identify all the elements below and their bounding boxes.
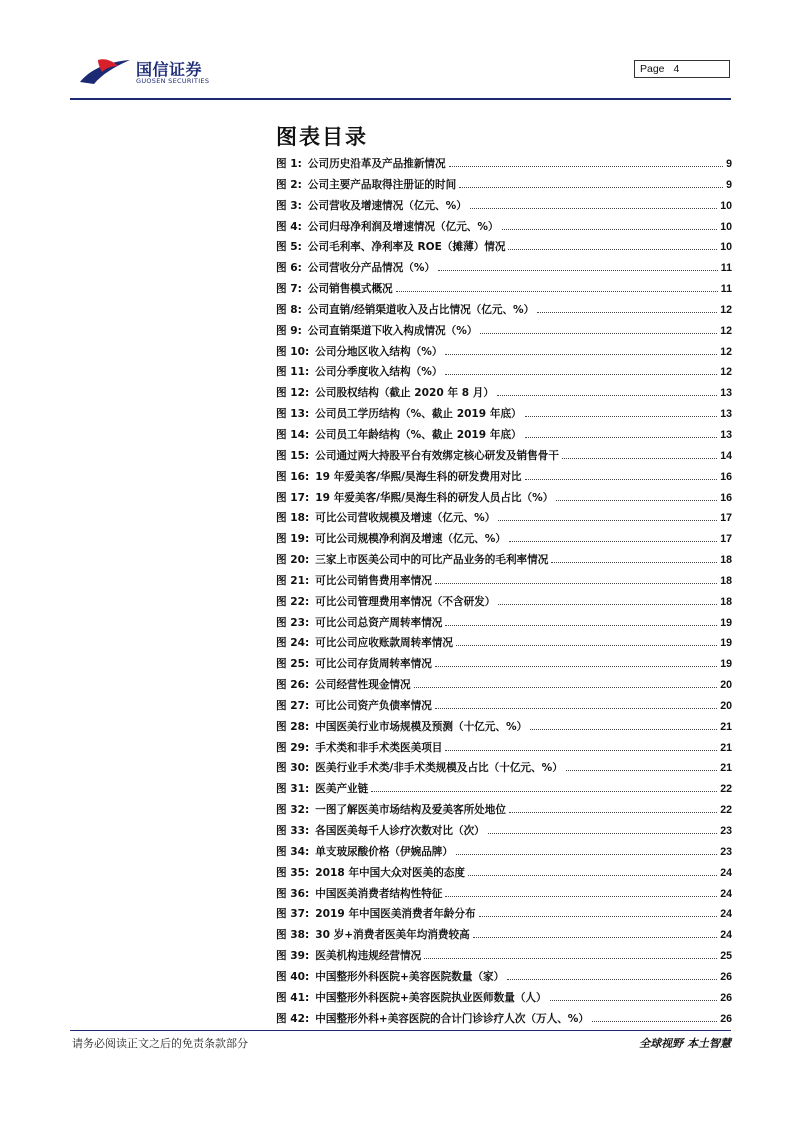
- toc-entry-title: 三家上市医美公司中的可比产品业务的毛利率情况: [315, 554, 549, 567]
- toc-entry-title: 可比公司管理费用率情况（不含研发）: [315, 595, 496, 608]
- toc-entry-page: 9: [726, 178, 732, 191]
- toc-entry-label: 图 4:: [276, 220, 302, 233]
- toc-entry-label: 图 20:: [276, 554, 310, 567]
- toc-entry-title: 公司分季度收入结构（%）: [315, 366, 443, 379]
- toc-entry-page: 11: [720, 283, 732, 296]
- page-number: 4: [673, 63, 680, 75]
- toc-entry-page: 26: [720, 1012, 732, 1025]
- toc-entry-title: 公司历史沿革及产品推新情况: [307, 158, 446, 170]
- toc-entry-title: 公司直销渠道下收入构成情况（%）: [307, 324, 478, 337]
- toc-entry-label: 图 34:: [276, 845, 310, 858]
- toc-entry-title: 可比公司存货周转率情况: [315, 658, 432, 671]
- toc-entry-title: 中国整形外科+美容医院的合计门诊诊疗人次（万人、%）: [315, 1012, 590, 1025]
- toc-entry[interactable]: [276, 219, 732, 240]
- toc-leader-dots: [530, 729, 717, 730]
- toc-heading: 图表目录: [276, 125, 368, 149]
- toc-leader-dots: [445, 896, 717, 897]
- toc-leader-dots: [424, 958, 717, 959]
- toc-entry[interactable]: [276, 886, 732, 907]
- toc-entry[interactable]: [276, 719, 732, 740]
- toc-entry[interactable]: [276, 906, 732, 927]
- toc-leader-dots: [468, 875, 717, 876]
- toc-entry[interactable]: [276, 865, 732, 886]
- toc-entry-page: 20: [720, 699, 732, 712]
- toc-leader-dots: [497, 395, 717, 396]
- toc-entry-label: 图 36:: [276, 887, 310, 900]
- toc-entry-title: 中国整形外科医院+美容医院执业医师数量（人）: [315, 991, 547, 1004]
- toc-entry-title: 公司直销/经销渠道收入及占比情况（亿元、%）: [307, 303, 535, 316]
- toc-leader-dots: [502, 229, 718, 230]
- toc-entry-page: 24: [720, 908, 732, 921]
- toc-leader-dots: [592, 1021, 717, 1022]
- toc-entry-title: 公司归母净利润及增速情况（亿元、%）: [307, 220, 499, 233]
- toc-entry-page: 18: [720, 554, 732, 567]
- toc-entry-label: 图 10:: [276, 345, 310, 358]
- toc-entry-title: 单支玻尿酸价格（伊婉品牌）: [315, 845, 453, 858]
- toc-leader-dots: [498, 520, 717, 521]
- toc-entry-page: 11: [720, 262, 732, 275]
- toc-entry-title: 各国医美每千人诊疗次数对比（次）: [315, 825, 485, 837]
- toc-entry[interactable]: [276, 948, 732, 969]
- toc-entry-page: 13: [720, 408, 732, 421]
- toc-leader-dots: [550, 1000, 718, 1001]
- toc-entry[interactable]: [276, 781, 732, 802]
- toc-entry-title: 公司毛利率、净利率及 ROE（摊薄）情况: [307, 241, 506, 254]
- toc-leader-dots: [507, 979, 717, 980]
- toc-entry-page: 21: [720, 720, 732, 733]
- toc-entry-label: 图 21:: [276, 574, 310, 587]
- toc-entry[interactable]: [276, 594, 732, 615]
- toc-leader-dots: [445, 625, 717, 626]
- toc-entry-label: 图 28:: [276, 720, 310, 733]
- toc-entry-title: 公司股权结构（截止 2020 年 8 月）: [315, 387, 494, 400]
- toc-entry-page: 10: [720, 241, 732, 254]
- toc-entry-label: 图 35:: [276, 866, 310, 879]
- toc-entry-page: 10: [720, 199, 732, 212]
- toc-entry-page: 16: [720, 470, 732, 483]
- toc-entry-label: 图 16:: [276, 470, 310, 483]
- toc-entry-label: 图 26:: [276, 679, 310, 692]
- toc-entry-title: 公司营收分产品情况（%）: [307, 262, 436, 275]
- toc-entry-label: 图 40:: [276, 970, 310, 983]
- company-logo: [78, 54, 208, 88]
- toc-leader-dots: [435, 708, 717, 709]
- toc-entry-label: 图 24:: [276, 637, 310, 650]
- toc-leader-dots: [445, 374, 717, 375]
- toc-entry-label: 图 23:: [276, 616, 310, 629]
- toc-entry-title: 19 年爱美客/华熙/昊海生科的研发费用对比: [315, 470, 522, 483]
- toc-leader-dots: [525, 416, 718, 417]
- toc-entry-page: 16: [720, 491, 732, 504]
- toc-leader-dots: [414, 687, 718, 688]
- toc-entry[interactable]: [276, 364, 732, 385]
- toc-entry-label: 图 14:: [276, 428, 310, 441]
- toc-entry-title: 可比公司销售费用率情况: [315, 574, 432, 587]
- toc-entry-label: 图 11:: [276, 366, 310, 379]
- toc-entry-page: 9: [726, 158, 732, 170]
- toc-entry-label: 图 42:: [276, 1012, 310, 1025]
- toc-entry-title: 公司销售模式概况: [307, 283, 393, 296]
- toc-leader-dots: [488, 833, 717, 834]
- toc-entry-page: 18: [720, 595, 732, 608]
- toc-entry[interactable]: [276, 990, 732, 1011]
- toc-entry-page: 19: [720, 637, 732, 650]
- toc-entry-page: 26: [720, 970, 732, 983]
- toc-entry[interactable]: [276, 656, 732, 677]
- toc-leader-dots: [456, 854, 717, 855]
- toc-entry[interactable]: [276, 385, 732, 406]
- toc-entry[interactable]: [276, 802, 732, 823]
- toc-entry-title: 公司主要产品取得注册证的时间: [307, 178, 457, 191]
- toc-entry-page: 19: [720, 658, 732, 671]
- toc-entry-title: 30 岁+消费者医美年均消费较高: [315, 929, 470, 942]
- toc-leader-dots: [556, 500, 717, 501]
- toc-leader-dots: [479, 916, 718, 917]
- toc-entry-page: 24: [720, 887, 732, 900]
- toc-entry-title: 19 年爱美客/华熙/昊海生科的研发人员占比（%）: [315, 491, 554, 504]
- footer-divider: [70, 1030, 731, 1031]
- company-name: 国信证券: [136, 60, 203, 79]
- toc-entry-label: 图 22:: [276, 595, 310, 608]
- page-label: Page: [640, 63, 665, 75]
- toc-entry-page: 12: [720, 345, 732, 358]
- toc-entry-title: 公司经营性现金情况: [315, 679, 411, 692]
- toc-entry[interactable]: [276, 406, 732, 427]
- toc-entry[interactable]: [276, 239, 732, 260]
- toc-leader-dots: [438, 270, 718, 271]
- toc-entry-title: 医美产业链: [315, 783, 369, 796]
- toc-entry-page: 21: [720, 762, 732, 775]
- footer-disclaimer: 请务必阅读正文之后的免责条款部分: [72, 1037, 248, 1050]
- toc-leader-dots: [509, 541, 717, 542]
- toc-entry-title: 可比公司资产负债率情况: [315, 699, 432, 712]
- toc-entry[interactable]: [276, 448, 732, 469]
- toc-entry[interactable]: [276, 281, 732, 302]
- toc-entry-title: 可比公司规模净利润及增速（亿元、%）: [315, 533, 506, 546]
- toc-entry-label: 图 41:: [276, 991, 310, 1004]
- toc-entry-page: 24: [720, 929, 732, 942]
- footer-slogan: 全球视野 本土智慧: [639, 1037, 731, 1050]
- toc-entry-page: 10: [720, 220, 732, 233]
- toc-entry-title: 公司营收及增速情况（亿元、%）: [307, 199, 467, 212]
- toc-entry-label: 图 37:: [276, 908, 310, 921]
- toc-entry-page: 21: [720, 741, 732, 754]
- toc-entry-page: 22: [720, 783, 732, 796]
- toc-entry-page: 25: [720, 950, 732, 963]
- toc-entry-label: 图 25:: [276, 658, 310, 671]
- toc-leader-dots: [566, 770, 717, 771]
- toc-entry-page: 14: [720, 449, 732, 462]
- toc-entry-title: 公司通过两大持股平台有效绑定核心研发及销售骨干: [315, 449, 559, 462]
- company-name-en: GUOSEN SECURITIES: [136, 77, 210, 85]
- toc-entry-label: 图 38:: [276, 929, 310, 942]
- toc-entry[interactable]: [276, 635, 732, 656]
- toc-entry[interactable]: [276, 469, 732, 490]
- toc-leader-dots: [508, 249, 717, 250]
- toc-leader-dots: [480, 333, 717, 334]
- toc-entry-title: 公司员工年龄结构（%、截止 2019 年底）: [315, 428, 522, 441]
- toc-leader-dots: [537, 312, 717, 313]
- toc-entry-page: 17: [720, 533, 732, 546]
- toc-entry-title: 2019 年中国医美消费者年龄分布: [315, 908, 476, 921]
- toc-entry-title: 中国整形外科医院+美容医院数量（家）: [315, 970, 505, 983]
- page-indicator: [634, 60, 730, 78]
- toc-entry[interactable]: [276, 573, 732, 594]
- toc-entry-page: 23: [720, 845, 732, 858]
- toc-entry[interactable]: [276, 1011, 732, 1032]
- toc-entry-page: 13: [720, 387, 732, 400]
- toc-entry-page: 19: [720, 616, 732, 629]
- toc-entry[interactable]: [276, 344, 732, 365]
- toc-entry[interactable]: [276, 844, 732, 865]
- toc-leader-dots: [435, 666, 717, 667]
- toc-entry-title: 一图了解医美市场结构及爱美客所处地位: [315, 804, 506, 817]
- toc-entry-label: 图 32:: [276, 804, 310, 817]
- toc-leader-dots: [473, 937, 718, 938]
- toc-entry[interactable]: [276, 615, 732, 636]
- toc-leader-dots: [498, 604, 717, 605]
- toc-entry-title: 可比公司营收规模及增速（亿元、%）: [315, 512, 496, 525]
- toc-entry[interactable]: [276, 490, 732, 511]
- toc-entry-page: 17: [720, 512, 732, 525]
- toc-entry-label: 图 18:: [276, 512, 310, 525]
- toc-entry-label: 图 15:: [276, 449, 310, 462]
- toc-entry[interactable]: [276, 427, 732, 448]
- toc-leader-dots: [525, 437, 718, 438]
- toc-leader-dots: [459, 187, 723, 188]
- toc-entry[interactable]: [276, 302, 732, 323]
- toc-entry-title: 中国医美行业市场规模及预测（十亿元、%）: [315, 720, 528, 733]
- toc-leader-dots: [445, 750, 717, 751]
- toc-entry[interactable]: [276, 698, 732, 719]
- toc-entry-label: 图 27:: [276, 699, 310, 712]
- toc-entry-label: 图 12:: [276, 387, 310, 400]
- toc-leader-dots: [456, 645, 717, 646]
- toc-entry-title: 公司分地区收入结构（%）: [315, 345, 443, 358]
- toc-leader-dots: [396, 291, 718, 292]
- toc-entry[interactable]: [276, 552, 732, 573]
- toc-leader-dots: [509, 812, 717, 813]
- toc-leader-dots: [470, 208, 717, 209]
- toc-entry-page: 12: [720, 366, 732, 379]
- toc-entry-title: 可比公司总资产周转率情况: [315, 616, 443, 629]
- toc-leader-dots: [371, 791, 717, 792]
- toc-leader-dots: [525, 479, 718, 480]
- toc-entry-page: 18: [720, 574, 732, 587]
- toc-entry[interactable]: [276, 740, 732, 761]
- toc-entry[interactable]: [276, 323, 732, 344]
- toc-entry-label: 图 39:: [276, 950, 310, 963]
- toc-entry-title: 可比公司应收账款周转率情况: [315, 637, 453, 650]
- toc-entry-title: 医美行业手术类/非手术类规模及占比（十亿元、%）: [315, 762, 563, 775]
- toc-entry-label: 图 19:: [276, 533, 310, 546]
- toc-entry[interactable]: [276, 510, 732, 531]
- toc-leader-dots: [435, 583, 717, 584]
- toc-entry-label: 图 31:: [276, 783, 310, 796]
- toc-entry[interactable]: [276, 177, 732, 198]
- toc-entry[interactable]: [276, 260, 732, 281]
- toc-leader-dots: [562, 458, 717, 459]
- header-divider: [70, 98, 731, 100]
- toc-entry-page: 20: [720, 679, 732, 692]
- toc-entry-label: 图 30:: [276, 762, 310, 775]
- toc-entry[interactable]: [276, 969, 732, 990]
- toc-entry-label: 图 17:: [276, 491, 310, 504]
- toc-entry-label: 图 13:: [276, 408, 310, 421]
- toc-entry-title: 手术类和非手术类医美项目: [315, 741, 443, 754]
- toc-leader-dots: [551, 562, 717, 563]
- toc-entry-label: 图 29:: [276, 741, 310, 754]
- toc-entry-title: 2018 年中国大众对医美的态度: [315, 866, 465, 879]
- logo-mark-icon: [78, 56, 132, 86]
- toc-entry-label: 图 33:: [276, 825, 310, 837]
- toc-entry-page: 26: [720, 991, 732, 1004]
- toc-leader-dots: [449, 166, 723, 167]
- toc-entry-page: 12: [720, 324, 732, 337]
- toc-entry-page: 24: [720, 866, 732, 879]
- toc-entry[interactable]: [276, 823, 732, 844]
- toc-entry[interactable]: [276, 198, 732, 219]
- toc-entry[interactable]: [276, 677, 732, 698]
- toc-entry-label: 图 1:: [276, 158, 302, 170]
- toc-entry[interactable]: [276, 760, 732, 781]
- toc-entry-page: 13: [720, 428, 732, 441]
- toc-entry[interactable]: [276, 927, 732, 948]
- toc-entry-label: 图 2:: [276, 178, 302, 191]
- toc-entry-label: 图 9:: [276, 324, 302, 337]
- toc-entry[interactable]: [276, 156, 732, 177]
- toc-entry-label: 图 5:: [276, 241, 302, 254]
- toc-entry-label: 图 7:: [276, 283, 302, 296]
- toc-entry-title: 公司员工学历结构（%、截止 2019 年底）: [315, 408, 522, 421]
- toc-list: [276, 156, 732, 1031]
- toc-leader-dots: [445, 354, 717, 355]
- toc-entry[interactable]: [276, 531, 732, 552]
- toc-entry-title: 医美机构违规经营情况: [315, 950, 422, 963]
- toc-entry-label: 图 6:: [276, 262, 302, 275]
- toc-entry-page: 23: [720, 825, 732, 837]
- toc-entry-page: 12: [720, 303, 732, 316]
- toc-entry-title: 中国医美消费者结构性特征: [315, 887, 443, 900]
- toc-entry-label: 图 8:: [276, 303, 302, 316]
- toc-entry-label: 图 3:: [276, 199, 302, 212]
- toc-entry-page: 22: [720, 804, 732, 817]
